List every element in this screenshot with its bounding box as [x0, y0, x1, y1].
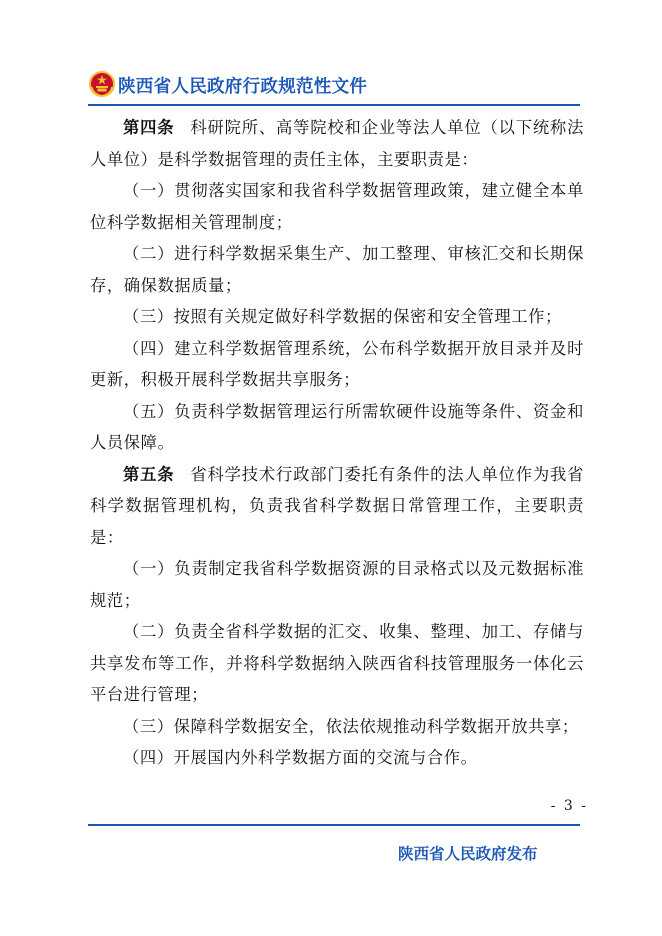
footer-divider [88, 824, 580, 826]
article-intro: 科研院所、高等院校和企业等法人单位（以下统称法人单位）是科学数据管理的责任主体，主要职责是： [90, 118, 584, 169]
article-intro: 省科学技术行政部门委托有条件的法人单位作为我省科学数据管理机构，负责我省科学数据日常管理工作，主要职责是： [90, 464, 584, 547]
article-item: （四）建立科学数据管理系统，公布科学数据开放目录并及时更新，积极开展科学数据共享服务； [90, 338, 584, 389]
article-item: （二）负责全省科学数据的汇交、收集、整理、加工、存储与共享发布等工作，并将科学数据纳入陕西省科技管理服务一体化云平台进行管理； [90, 622, 584, 704]
article-item: （三）按照有关规定做好科学数据的保密和安全管理工作； [123, 307, 562, 326]
document-header-title: 陕西省人民政府行政规范性文件 [118, 77, 368, 97]
article-paragraph [90, 459, 584, 554]
article-item: （四）开展国内外科学数据方面的交流与合作。 [123, 748, 478, 767]
article-paragraph [90, 112, 584, 175]
article-item: （二）进行科学数据采集生产、加工整理、审核汇交和长期保存，确保数据质量； [90, 244, 584, 295]
header-divider [88, 104, 580, 106]
page-number: - 3 - [550, 798, 588, 814]
national-emblem-icon [88, 70, 116, 98]
document-header [88, 66, 580, 106]
document-body [90, 112, 584, 774]
article-item: （三）保障科学数据安全，依法依规推动科学数据开放共享； [123, 716, 579, 736]
article-number: 第五条 [123, 464, 175, 484]
article-item: （五）负责科学数据管理运行所需软硬件设施等条件、资金和人员保障。 [90, 401, 584, 452]
article-item: （一）负责制定我省科学数据资源的目录格式以及元数据标准规范； [90, 559, 584, 610]
article-number: 第四条 [123, 118, 175, 137]
article-item: （一）贯彻落实国家和我省科学数据管理政策，建立健全本单位科学数据相关管理制度； [90, 181, 584, 232]
footer-publisher: 陕西省人民政府发布 [398, 845, 538, 863]
